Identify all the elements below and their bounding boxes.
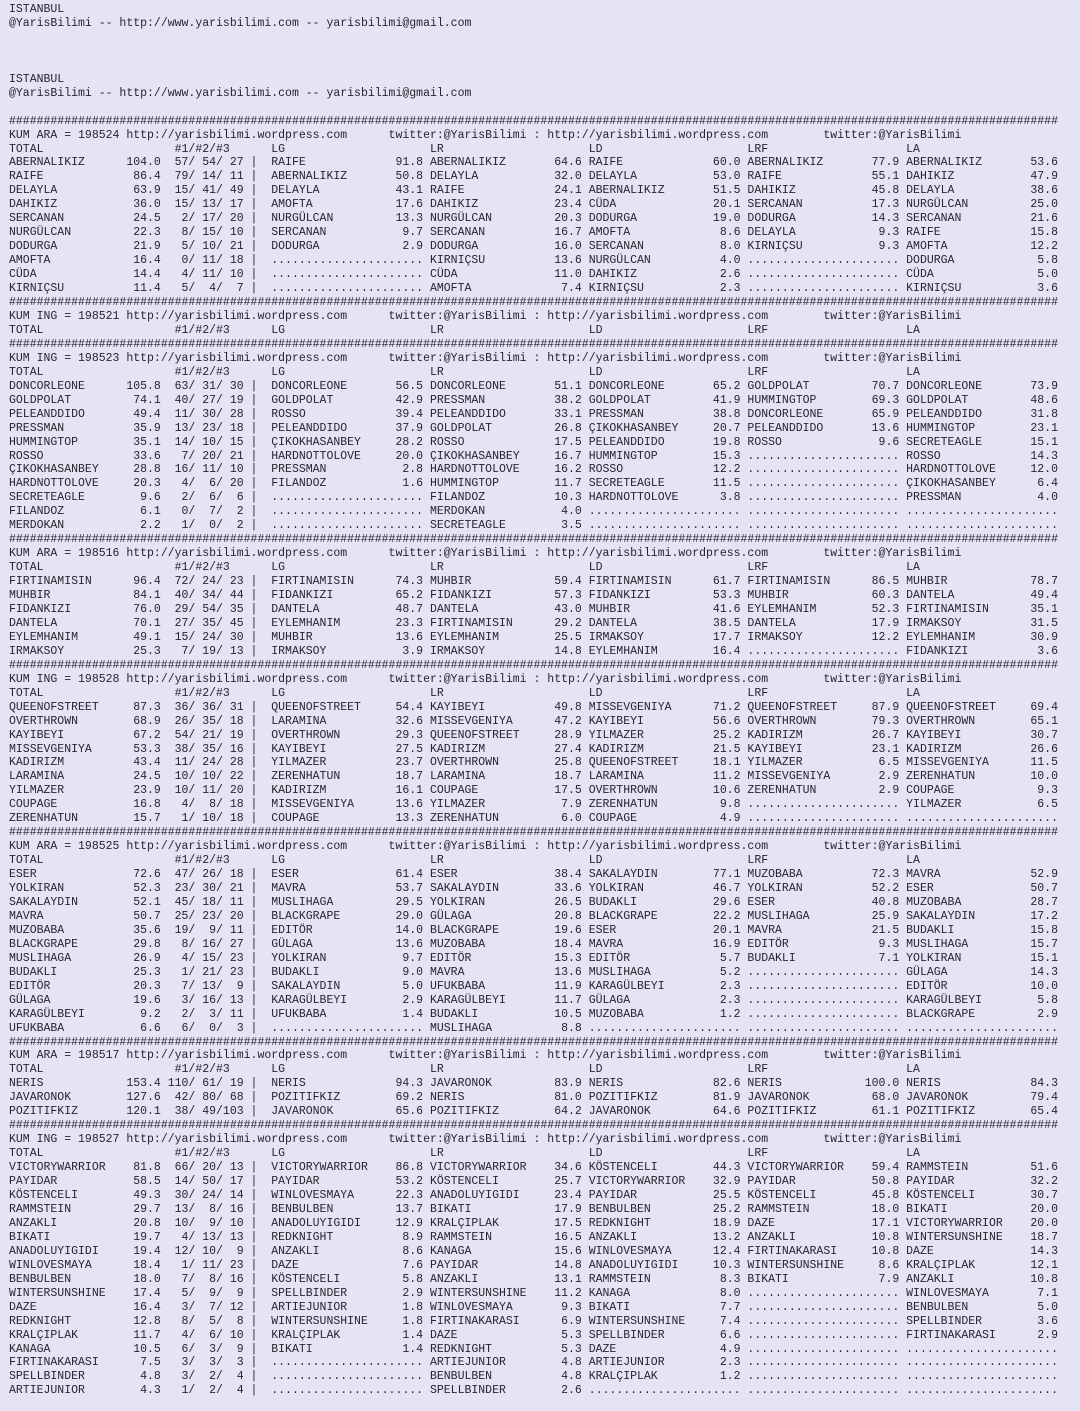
section-header-line: KUM ARA = 198524 http://yarisbilimi.wordpress.com twitter:@YarisBilimi : http://yarisbilimi.wordpress.com twitter:@YarisBilimi [9,128,962,142]
table-row: POZITIFKIZ 120.1 38/ 49/103 | JAVARONOK 65.6 POZITIFKIZ 64.2 JAVARONOK 64.6 POZITIFKIZ 61.1 POZITIFKIZ 65.4 [9,1105,1058,1119]
blank-line [9,31,1080,45]
table-row: EYLEMHANIM 49.1 15/ 24/ 30 | MUHBIR 13.6 EYLEMHANIM 25.5 IRMAKSOY 17.7 IRMAKSOY 12.2 EYLEMHANIM 30.9 [9,630,1058,644]
table-row: QUEENOFSTREET 87.3 36/ 36/ 31 | QUEENOFSTREET 54.4 KAYIBEYI 49.8 MISSEVGENIYA 71.2 QUEENOFSTREET 87.9 QUEENOFSTREET 69.4 [9,700,1058,714]
table-row: NURGÜLCAN 22.3 8/ 15/ 10 | SERCANAN 9.7 SERCANAN 16.7 AMOFTA 8.6 DELAYLA 9.3 RAIFE 15.8 [9,226,1058,240]
blank-line [9,45,1080,59]
column-header-line: TOTAL #1/#2/#3 LG LR LD LRF LA [9,365,920,379]
table-row: PELEANDDIDO 49.4 11/ 30/ 28 | ROSSO 39.4 PELEANDDIDO 33.1 PRESSMAN 38.8 DONCORLEONE 65.9 PELEANDDIDO 31.8 [9,407,1058,421]
table-row: AMOFTA 16.4 0/ 11/ 18 | ...................... KIRNIÇSU 13.6 NURGÜLCAN 4.0 ...................... DODURGA 5.8 [9,254,1058,268]
section-header-line: KUM ING = 198528 http://yarisbilimi.wordpress.com twitter:@YarisBilimi : http://yarisbilimi.wordpress.com twitter:@YarisBilimi [9,672,962,686]
table-row: ROSSO 33.6 7/ 20/ 21 | HARDNOTTOLOVE 20.0 ÇIKOKHASANBEY 16.7 HUMMINGTOP 15.3 ...................... ROSSO 14.3 [9,449,1058,463]
table-row: REDKNIGHT 12.8 8/ 5/ 8 | WINTERSUNSHINE 1.8 FIRTINAKARASI 6.9 WINTERSUNSHINE 7.4 ...................... SPELLBINDER 3.6 [9,1314,1058,1328]
table-row: PRESSMAN 35.9 13/ 23/ 18 | PELEANDDIDO 37.9 GOLDPOLAT 26.8 ÇIKOKHASANBEY 20.7 PELEANDDIDO 13.6 HUMMINGTOP 23.1 [9,421,1058,435]
column-header-line: TOTAL #1/#2/#3 LG LR LD LRF LA [9,323,920,337]
table-row: ESER 72.6 47/ 26/ 18 | ESER 61.4 ESER 38.4 SAKALAYDIN 77.1 MUZOBABA 72.3 MAVRA 52.9 [9,868,1058,882]
table-row: DELAYLA 63.9 15/ 41/ 49 | DELAYLA 43.1 RAIFE 24.1 ABERNALIKIZ 51.5 DAHIKIZ 45.8 DELAYLA 38.6 [9,184,1058,198]
intro-city-line: ISTANBUL [9,3,65,16]
table-row: ANZAKLI 20.8 10/ 9/ 10 | ANADOLUYIGIDI 12.9 KRALÇIPLAK 17.5 REDKNIGHT 18.9 DAZE 17.1 VICTORYWARRIOR 20.0 [9,1216,1058,1230]
table-row: MUHBIR 84.1 40/ 34/ 44 | FIDANKIZI 65.2 FIDANKIZI 57.3 FIDANKIZI 53.3 MUHBIR 60.3 DANTELA 49.4 [9,589,1058,603]
table-row: KADIRIZM 43.4 11/ 24/ 28 | YILMAZER 23.7 OVERTHROWN 25.8 QUEENOFSTREET 18.1 YILMAZER 6.5 MISSEVGENIYA 11.5 [9,756,1058,770]
table-row: SPELLBINDER 4.8 3/ 2/ 4 | ...................... BENBULBEN 4.8 KRALÇIPLAK 1.2 ...................... ...................... [9,1370,1058,1384]
column-header-line: TOTAL #1/#2/#3 LG LR LD LRF LA [9,686,920,700]
section-header-line: KUM ARA = 198525 http://yarisbilimi.wordpress.com twitter:@YarisBilimi : http://yarisbilimi.wordpress.com twitter:@YarisBilimi [9,840,962,854]
table-row: SAKALAYDIN 52.1 45/ 18/ 11 | MUSLIHAGA 29.5 YOLKIRAN 26.5 BUDAKLI 29.6 ESER 40.8 MUZOBABA 28.7 [9,896,1058,909]
table-row: OVERTHROWN 68.9 26/ 35/ 18 | LARAMINA 32.6 MISSEVGENIYA 47.2 KAYIBEYI 56.6 OVERTHROWN 79.3 OVERTHROWN 65.1 [9,714,1058,728]
table-row: HUMMINGTOP 35.1 14/ 10/ 15 | ÇIKOKHASANBEY 28.2 ROSSO 17.5 PELEANDDIDO 19.8 ROSSO 9.6 SECRETEAGLE 15.1 [9,435,1058,449]
table-row: JAVARONOK 127.6 42/ 80/ 68 | POZITIFKIZ 69.2 NERIS 81.0 POZITIFKIZ 81.9 JAVARONOK 68.0 JAVARONOK 79.4 [9,1091,1058,1105]
table-row: RAIFE 86.4 79/ 14/ 11 | ABERNALIKIZ 50.8 DELAYLA 32.0 DELAYLA 53.0 RAIFE 55.1 DAHIKIZ 47.9 [9,170,1058,184]
table-row: IRMAKSOY 25.3 7/ 19/ 13 | IRMAKSOY 3.9 IRMAKSOY 14.8 EYLEMHANIM 16.4 ...................... FIDANKIZI 3.6 [9,644,1058,658]
section-header-line: KUM ING = 198521 http://yarisbilimi.wordpress.com twitter:@YarisBilimi : http://yarisbilimi.wordpress.com twitter:@YarisBilimi [9,309,962,323]
separator-line: ######################################################################################################################################################## [9,1119,1058,1133]
table-row: MERDOKAN 2.2 1/ 0/ 2 | ...................... SECRETEAGLE 3.5 ...................... ...................... ...................... [9,519,1058,533]
table-row: WINTERSUNSHINE 17.4 5/ 9/ 9 | SPELLBINDER 2.9 WINTERSUNSHINE 11.2 KANAGA 8.0 ...................... WINLOVESMAYA 7.1 [9,1286,1058,1300]
table-row: YOLKIRAN 52.3 23/ 30/ 21 | MAVRA 53.7 SAKALAYDIN 33.6 YOLKIRAN 46.7 YOLKIRAN 52.2 ESER 50.7 [9,882,1058,896]
table-row: DANTELA 70.1 27/ 35/ 45 | EYLEMHANIM 23.3 FIRTINAMISIN 29.2 DANTELA 38.5 DANTELA 17.9 IRMAKSOY 31.5 [9,616,1058,630]
blank-line [9,59,1080,73]
column-header-line: TOTAL #1/#2/#3 LG LR LD LRF LA [9,1063,920,1077]
table-row: KIRNIÇSU 11.4 5/ 4/ 7 | ...................... AMOFTA 7.4 KIRNIÇSU 2.3 ...................... KIRNIÇSU 3.6 [9,282,1058,296]
table-row: FIDANKIZI 76.0 29/ 54/ 35 | DANTELA 48.7 DANTELA 43.0 MUHBIR 41.6 EYLEMHANIM 52.3 FIRTINAMISIN 35.1 [9,602,1058,616]
table-row: COUPAGE 16.8 4/ 8/ 18 | MISSEVGENIYA 13.6 YILMAZER 7.9 ZERENHATUN 9.8 ...................... YILMAZER 6.5 [9,798,1058,812]
table-row: HARDNOTTOLOVE 20.3 4/ 6/ 20 | FILANDOZ 1.6 HUMMINGTOP 11.7 SECRETEAGLE 11.5 ...................... ÇIKOKHASANBEY 6.4 [9,477,1058,491]
separator-line: ######################################################################################################################################################## [9,337,1058,351]
table-row: WINLOVESMAYA 18.4 1/ 11/ 23 | DAZE 7.6 PAYIDAR 14.8 ANADOLUYIGIDI 10.3 WINTERSUNSHINE 8.6 KRALÇIPLAK 12.1 [9,1258,1058,1272]
table-row: KÖSTENCELI 49.3 30/ 24/ 14 | WINLOVESMAYA 22.3 ANADOLUYIGIDI 23.4 PAYIDAR 25.5 KÖSTENCELI 45.8 KÖSTENCELI 30.7 [9,1189,1058,1203]
section-header-line: KUM ING = 198523 http://yarisbilimi.wordpress.com twitter:@YarisBilimi : http://yarisbilimi.wordpress.com twitter:@YarisBilimi [9,351,962,365]
separator-line: ######################################################################################################################################################## [9,296,1058,310]
table-row: SERCANAN 24.5 2/ 17/ 20 | NURGÜLCAN 13.3 NURGÜLCAN 20.3 DODURGA 19.0 DODURGA 14.3 SERCANAN 21.6 [9,212,1058,226]
table-row: ANADOLUYIGIDI 19.4 12/ 10/ 9 | ANZAKLI 8.6 KANAGA 15.6 WINLOVESMAYA 12.4 FIRTINAKARASI 10.8 DAZE 14.3 [9,1244,1058,1258]
table-row: NERIS 153.4 110/ 61/ 19 | NERIS 94.3 JAVARONOK 83.9 NERIS 82.6 NERIS 100.0 NERIS 84.3 [9,1077,1058,1091]
separator-line: ######################################################################################################################################################## [9,1035,1058,1049]
column-header-line: TOTAL #1/#2/#3 LG LR LD LRF LA [9,142,920,156]
table-row: MUSLIHAGA 26.9 4/ 15/ 23 | YOLKIRAN 9.7 EDITÖR 15.3 EDITÖR 5.7 BUDAKLI 7.1 YOLKIRAN 15.1 [9,951,1058,965]
table-row: FILANDOZ 6.1 0/ 7/ 2 | ...................... MERDOKAN 4.0 ...................... ...................... ...................... [9,505,1058,519]
table-row: KRALÇIPLAK 11.7 4/ 6/ 10 | KRALÇIPLAK 1.4 DAZE 5.3 SPELLBINDER 6.6 ...................... FIRTINAKARASI 2.9 [9,1328,1058,1342]
column-header-line: TOTAL #1/#2/#3 LG LR LD LRF LA [9,854,920,868]
separator-line: ######################################################################################################################################################## [9,826,1058,840]
table-row: BIKATI 19.7 4/ 13/ 13 | REDKNIGHT 8.9 RAMMSTEIN 16.5 ANZAKLI 13.2 ANZAKLI 10.8 WINTERSUNSHINE 18.7 [9,1230,1058,1244]
table-row: ZERENHATUN 15.7 1/ 10/ 18 | COUPAGE 13.3 ZERENHATUN 6.0 COUPAGE 4.9 ...................... ...................... [9,812,1058,826]
table-row: BLACKGRAPE 29.8 8/ 16/ 27 | GÜLAGA 13.6 MUZOBABA 18.4 MAVRA 16.9 EDITÖR 9.3 MUSLIHAGA 15.7 [9,937,1058,951]
table-row: GÜLAGA 19.6 3/ 16/ 13 | KARAGÜLBEYI 2.9 KARAGÜLBEYI 11.7 GÜLAGA 2.3 ...................... KARAGÜLBEYI 5.8 [9,993,1058,1007]
section-header-line: KUM ARA = 198517 http://yarisbilimi.wordpress.com twitter:@YarisBilimi : http://yarisbilimi.wordpress.com twitter:@YarisBilimi [9,1049,962,1063]
intro-contact-line: @YarisBilimi -- http://www.yarisbilimi.com -- yarisbilimi@gmail.com [9,16,472,30]
table-row: KARAGÜLBEYI 9.2 2/ 3/ 11 | UFUKBABA 1.4 BUDAKLI 10.5 MUZOBABA 1.2 ...................... BLACKGRAPE 2.9 [9,1007,1058,1021]
table-row: DAHIKIZ 36.0 15/ 13/ 17 | AMOFTA 17.6 DAHIKIZ 23.4 CÜDA 20.1 SERCANAN 17.3 NURGÜLCAN 25.0 [9,198,1058,212]
table-row: KANAGA 10.5 6/ 3/ 9 | BIKATI 1.4 REDKNIGHT 5.3 DAZE 4.9 ...................... ...................... [9,1342,1058,1356]
table-row: SECRETEAGLE 9.6 2/ 6/ 6 | ...................... FILANDOZ 10.3 HARDNOTTOLOVE 3.8 ...................... PRESSMAN 4.0 [9,491,1058,505]
table-row: MISSEVGENIYA 53.3 38/ 35/ 16 | KAYIBEYI 27.5 KADIRIZM 27.4 KADIRIZM 21.5 KAYIBEYI 23.1 KADIRIZM 26.6 [9,742,1058,756]
table-row: KAYIBEYI 67.2 54/ 21/ 19 | OVERTHROWN 29.3 QUEENOFSTREET 28.9 YILMAZER 25.2 KADIRIZM 26.7 KAYIBEYI 30.7 [9,728,1058,742]
table-row: VICTORYWARRIOR 81.8 66/ 20/ 13 | VICTORYWARRIOR 86.8 VICTORYWARRIOR 34.6 KÖSTENCELI 44.3 VICTORYWARRIOR 59.4 RAMMSTEIN 51.6 [9,1161,1058,1175]
table-row: MAVRA 50.7 25/ 23/ 20 | BLACKGRAPE 29.0 GÜLAGA 20.8 BLACKGRAPE 22.2 MUSLIHAGA 25.9 SAKALAYDIN 17.2 [9,909,1058,923]
table-row: BENBULBEN 18.0 7/ 8/ 16 | KÖSTENCELI 5.8 ANZAKLI 13.1 RAMMSTEIN 8.3 BIKATI 7.9 ANZAKLI 10.8 [9,1272,1058,1286]
table-row: MUZOBABA 35.6 19/ 9/ 11 | EDITÖR 14.0 BLACKGRAPE 19.6 ESER 20.1 MAVRA 21.5 BUDAKLI 15.8 [9,923,1058,937]
table-row: ÇIKOKHASANBEY 28.8 16/ 11/ 10 | PRESSMAN 2.8 HARDNOTTOLOVE 16.2 ROSSO 12.2 ...................... HARDNOTTOLOVE 12.0 [9,463,1058,477]
table-row: YILMAZER 23.9 10/ 11/ 20 | KADIRIZM 16.1 COUPAGE 17.5 OVERTHROWN 10.6 ZERENHATUN 2.9 COUPAGE 9.3 [9,784,1058,798]
table-row: FIRTINAKARASI 7.5 3/ 3/ 3 | ...................... ARTIEJUNIOR 4.8 ARTIEJUNIOR 2.3 ...................... ...................... [9,1356,1058,1370]
table-row: LARAMINA 24.5 10/ 10/ 22 | ZERENHATUN 18.7 LARAMINA 18.7 LARAMINA 11.2 MISSEVGENIYA 2.9 ZERENHATUN 10.0 [9,770,1058,784]
separator-line: ######################################################################################################################################################## [9,114,1058,128]
section-header-line: KUM ING = 198527 http://yarisbilimi.wordpress.com twitter:@YarisBilimi : http://yarisbilimi.wordpress.com twitter:@YarisBilimi [9,1133,962,1147]
intro-contact-line: @YarisBilimi -- http://www.yarisbilimi.com -- yarisbilimi@gmail.com [9,86,472,100]
table-row: UFUKBABA 6.6 6/ 0/ 3 | ...................... MUSLIHAGA 8.8 ...................... ...................... ...................... [9,1021,1058,1035]
column-header-line: TOTAL #1/#2/#3 LG LR LD LRF LA [9,1147,920,1161]
separator-line: ######################################################################################################################################################## [9,533,1058,547]
table-row: CÜDA 14.4 4/ 11/ 10 | ...................... CÜDA 11.0 DAHIKIZ 2.6 ...................... CÜDA 5.0 [9,268,1058,282]
table-row: FIRTINAMISIN 96.4 72/ 24/ 23 | FIRTINAMISIN 74.3 MUHBIR 59.4 FIRTINAMISIN 61.7 FIRTINAMISIN 86.5 MUHBIR 78.7 [9,575,1058,589]
table-row: ARTIEJUNIOR 4.3 1/ 2/ 4 | ...................... SPELLBINDER 2.6 ...................... ...................... ...................... [9,1384,1058,1398]
table-row: ABERNALIKIZ 104.0 57/ 54/ 27 | RAIFE 91.8 ABERNALIKIZ 64.6 RAIFE 60.0 ABERNALIKIZ 77.9 ABERNALIKIZ 53.6 [9,156,1058,170]
blank-line [9,101,1080,115]
table-row: PAYIDAR 58.5 14/ 50/ 17 | PAYIDAR 53.2 KÖSTENCELI 25.7 VICTORYWARRIOR 32.9 PAYIDAR 50.8 PAYIDAR 32.2 [9,1175,1058,1189]
table-row: BUDAKLI 25.3 1/ 21/ 23 | BUDAKLI 9.0 MAVRA 13.6 MUSLIHAGA 5.2 ...................... GÜLAGA 14.3 [9,965,1058,979]
table-row: DAZE 16.4 3/ 7/ 12 | ARTIEJUNIOR 1.8 WINLOVESMAYA 9.3 BIKATI 7.7 ...................... BENBULBEN 5.0 [9,1300,1058,1314]
table-row: DONCORLEONE 105.8 63/ 31/ 30 | DONCORLEONE 56.5 DONCORLEONE 51.1 DONCORLEONE 65.2 GOLDPOLAT 70.7 DONCORLEONE 73.9 [9,379,1058,393]
table-row: DODURGA 21.9 5/ 10/ 21 | DODURGA 2.9 DODURGA 16.0 SERCANAN 8.0 KIRNIÇSU 9.3 AMOFTA 12.2 [9,240,1058,254]
intro-city-line: ISTANBUL [9,72,65,86]
table-row: GOLDPOLAT 74.1 40/ 27/ 19 | GOLDPOLAT 42.9 PRESSMAN 38.2 GOLDPOLAT 41.9 HUMMINGTOP 69.3 GOLDPOLAT 48.6 [9,393,1058,407]
column-header-line: TOTAL #1/#2/#3 LG LR LD LRF LA [9,561,920,575]
separator-line: ######################################################################################################################################################## [9,658,1058,672]
table-row: RAMMSTEIN 29.7 13/ 8/ 16 | BENBULBEN 13.7 BIKATI 17.9 BENBULBEN 25.2 RAMMSTEIN 18.0 BIKATI 20.0 [9,1202,1058,1216]
table-row: EDITÖR 20.3 7/ 13/ 9 | SAKALAYDIN 5.0 UFUKBABA 11.9 KARAGÜLBEYI 2.3 ...................... EDITÖR 10.0 [9,979,1058,993]
section-header-line: KUM ARA = 198516 http://yarisbilimi.wordpress.com twitter:@YarisBilimi : http://yarisbilimi.wordpress.com twitter:@YarisBilimi [9,547,962,561]
